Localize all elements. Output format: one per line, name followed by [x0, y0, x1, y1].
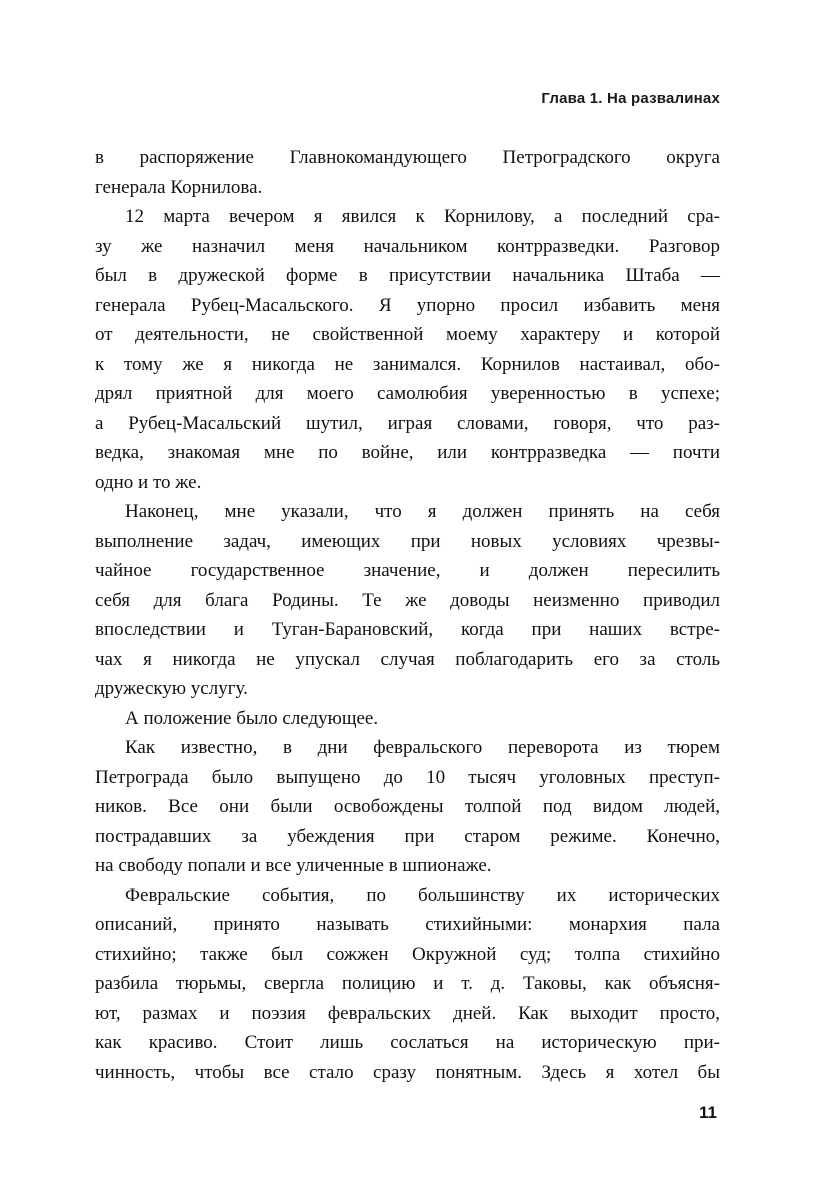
text-line: Как известно, в дни февральского переворота из тюрем — [125, 737, 720, 758]
text-line: пострадавших за убеждения при старом режиме. Конечно, — [95, 825, 720, 847]
body-text — [95, 143, 720, 1087]
text-line: Наконец, мне указали, что я должен принять на себя — [125, 501, 720, 522]
text-line: дружескую услугу. — [95, 678, 248, 699]
text-line: описаний, принято называть стихийными: монархия пала — [95, 914, 720, 935]
text-line: в распоряжение Главнокомандующего Петроградского округа — [95, 147, 720, 168]
text-line: 12 марта вечером я явился к Корнилову, а последний сра- — [125, 206, 720, 227]
text-line: Петрограда было выпущено до 10 тысяч уголовных преступ- — [95, 766, 720, 788]
text-line: одно и то же. — [95, 471, 202, 493]
text-line: себя для блага Родины. Те же доводы неизменно приводил — [95, 589, 720, 611]
text-line: зу же назначил меня начальником контрразведки. Разговор — [95, 235, 720, 257]
text-line: ют, размах и поэзия февральских дней. Как выходит просто, — [95, 1002, 720, 1024]
text-line: на свободу попали и все уличенные в шпионаже. — [95, 855, 492, 876]
text-line: чинность, чтобы все стало сразу понятным. Здесь я хотел бы — [95, 1061, 720, 1083]
text-line: впоследствии и Туган-Барановский, когда при наших встре- — [95, 619, 720, 640]
text-line: дрял приятной для моего самолюбия уверенностью в успехе; — [95, 383, 720, 404]
text-line: А положение было следующее. — [125, 707, 379, 729]
text-line: а Рубец-Масальский шутил, играя словами, говоря, что раз- — [95, 412, 720, 434]
text-line: выполнение задач, имеющих при новых условиях чрезвы- — [95, 530, 720, 552]
text-line: ведка, знакомая мне по войне, или контрразведка — почти — [95, 442, 720, 463]
page-number: 11 — [699, 1103, 717, 1122]
text-line: как красиво. Стоит лишь сослаться на историческую при- — [95, 1032, 720, 1053]
text-line: стихийно; также был сожжен Окружной суд; толпа стихийно — [95, 943, 720, 965]
text-line: Февральские события, по большинству их исторических — [125, 884, 720, 906]
text-line: от деятельности, не свойственной моему характеру и которой — [95, 324, 720, 345]
text-line: ников. Все они были освобождены толпой под видом людей, — [95, 796, 720, 817]
text-line: чайное государственное значение, и должен пересилить — [95, 560, 720, 581]
running-header: Глава 1. На развалинах — [541, 90, 720, 107]
text-line: генерала Корнилова. — [95, 176, 263, 198]
text-line: был в дружеской форме в присутствии начальника Штаба — — [95, 265, 720, 286]
text-line: к тому же я никогда не занимался. Корнилов настаивал, обо- — [95, 353, 720, 375]
text-line: генерала Рубец-Масальского. Я упорно просил избавить меня — [95, 294, 720, 316]
text-line: чах я никогда не упускал случая поблагодарить его за столь — [95, 648, 720, 670]
text-line: разбила тюрьмы, свергла полицию и т. д. Таковы, как объясня- — [95, 973, 720, 994]
